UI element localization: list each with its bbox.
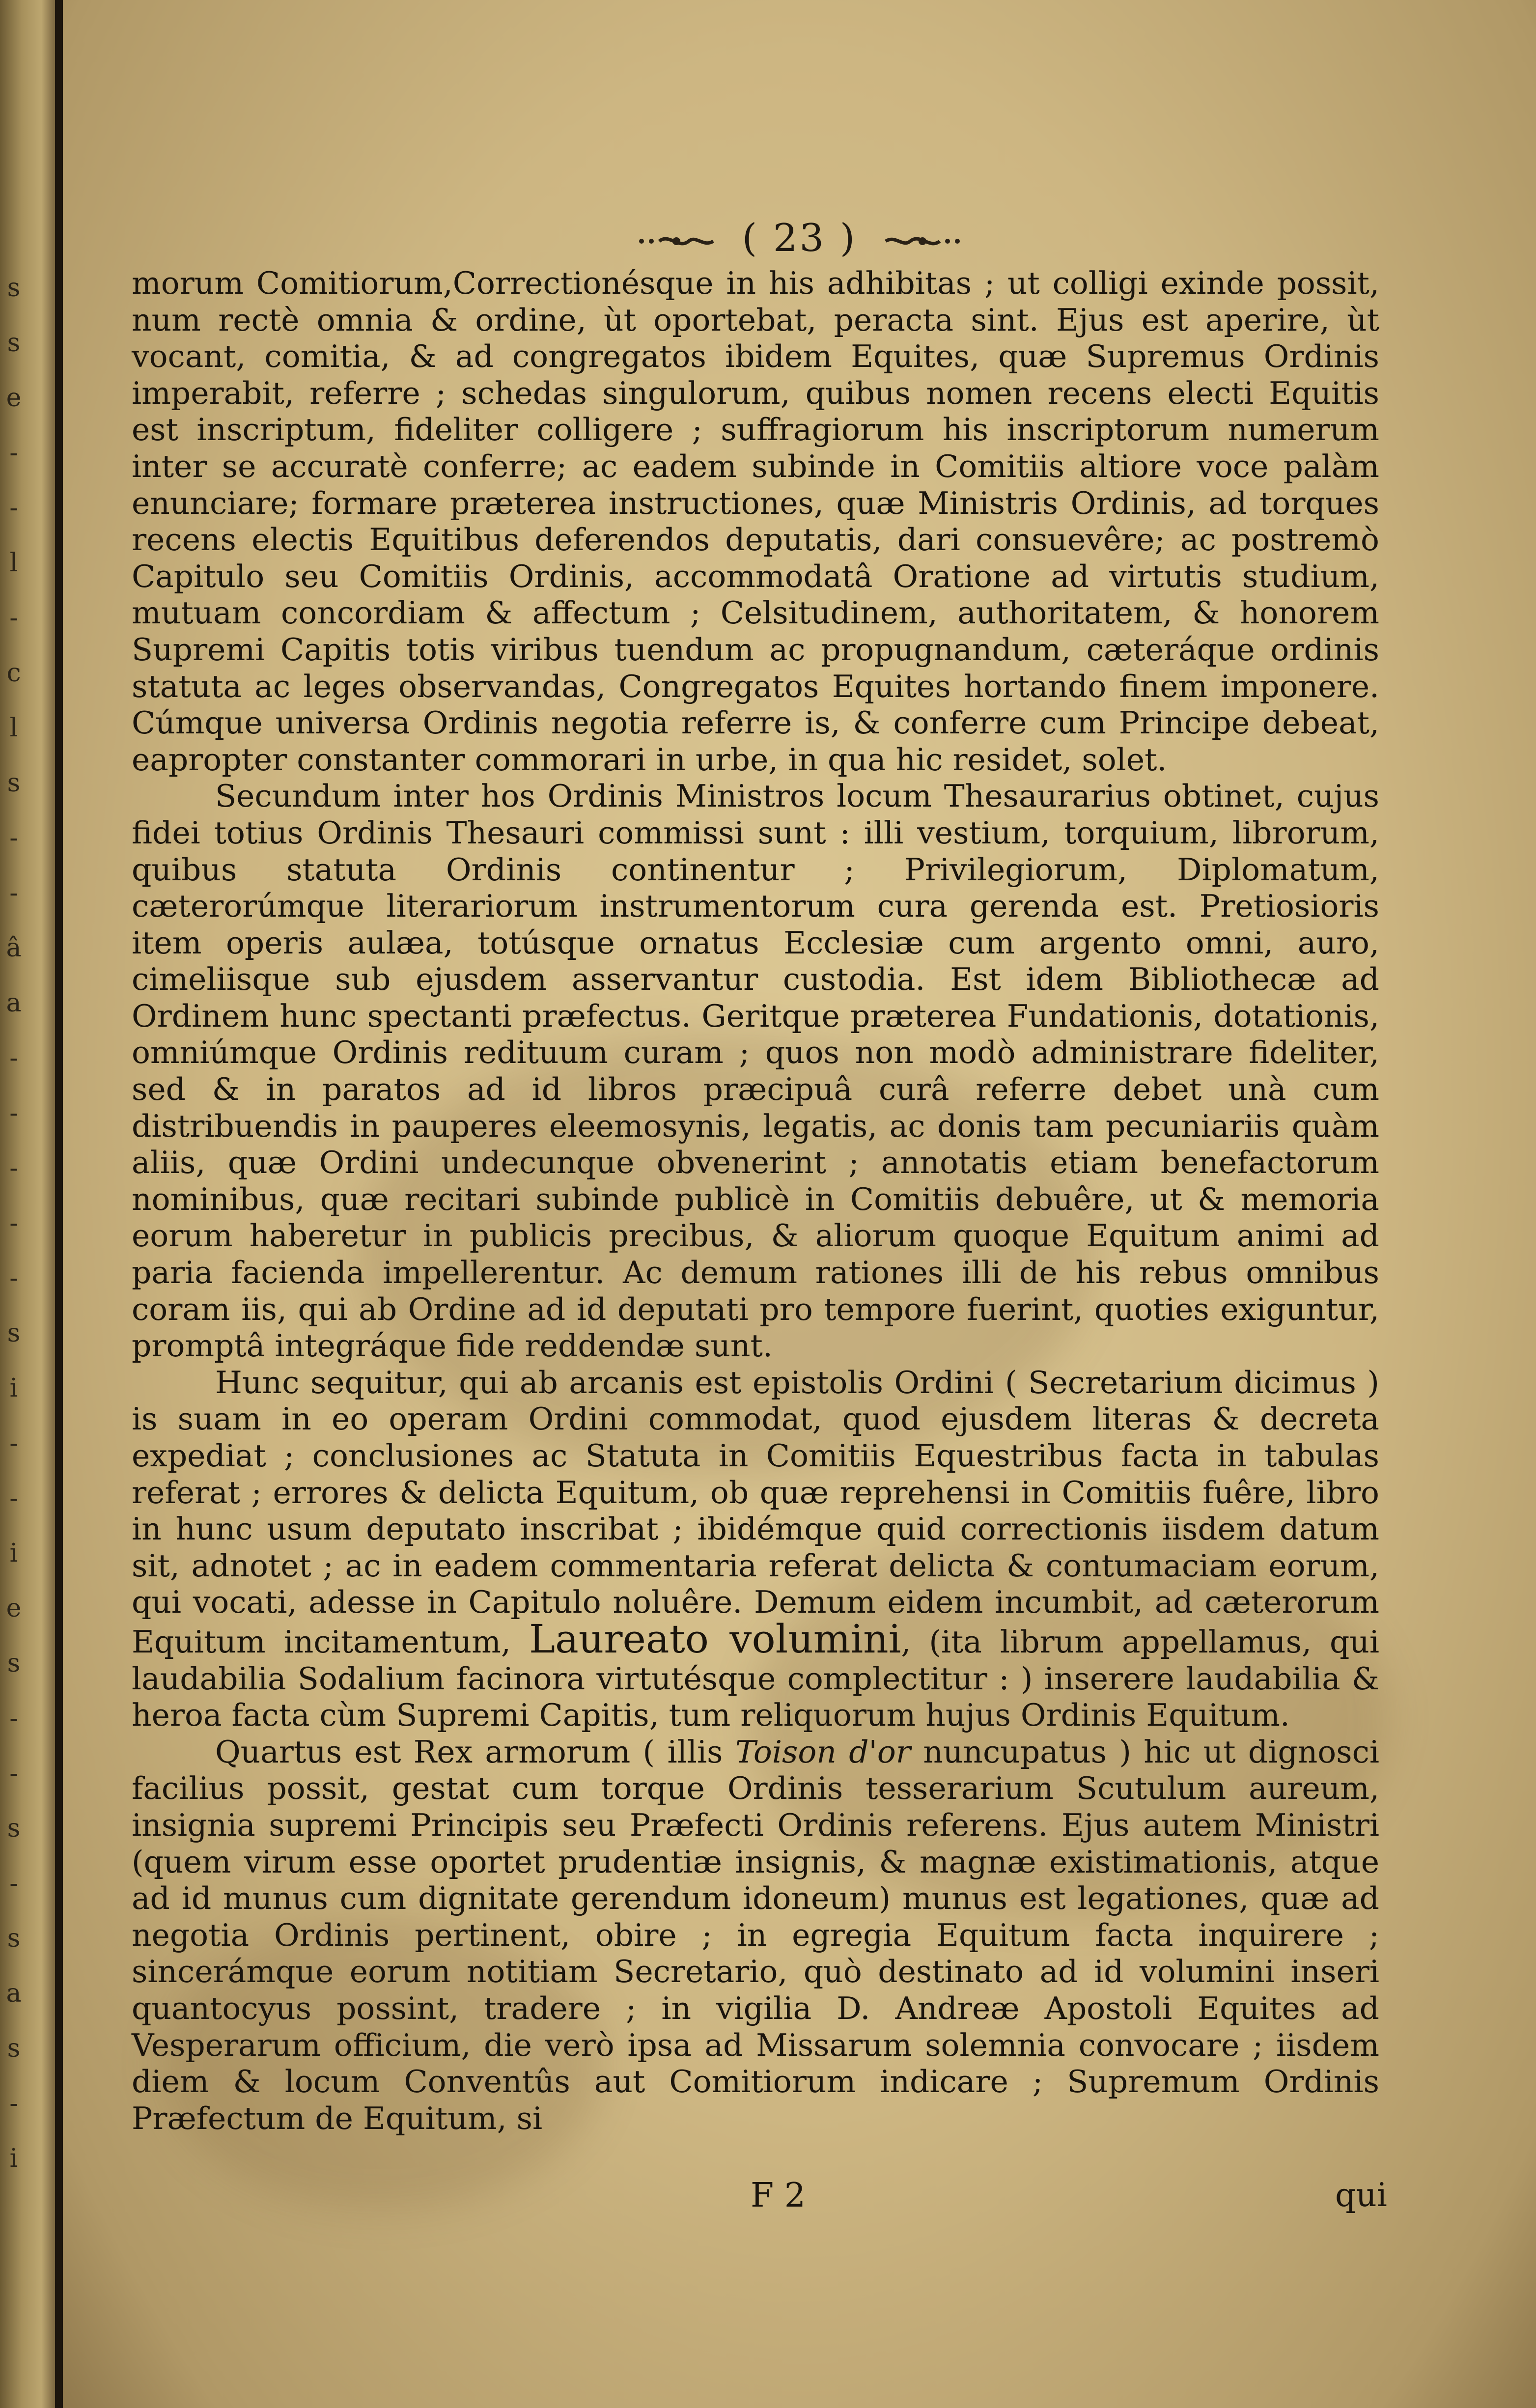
facing-page-letter: c	[6, 658, 21, 688]
facing-page-letter: -	[9, 1869, 18, 1898]
facing-page-letter: i	[9, 2144, 18, 2173]
facing-page-letter: -	[9, 1484, 18, 1513]
facing-page-letter: a	[6, 1979, 22, 2008]
facing-page-letter: s	[7, 273, 21, 303]
facing-page-letter: i	[9, 1373, 18, 1403]
facing-page-letter: -	[9, 493, 18, 523]
facing-page-letter: -	[9, 1759, 18, 1788]
facing-page-letter: -	[9, 1043, 18, 1073]
facing-page-letter: â	[6, 933, 22, 963]
facing-page-letter: i	[9, 1539, 18, 1568]
ornament-left-icon	[635, 232, 718, 251]
text-segment: Secundum inter hos Ordinis Ministros locum Thesaurarius obtinet, cujus fidei totius Ordinis Thesauri commissi sunt : illi vestium, torquium, librorum, quibus statuta Ordinis continentur ; Privilegiorum, Diplomatum, cæterorúmque literariorum instrumentorum cura gerenda est. Pretiosioris item operis aulæa, totúsque ornatus Ecclesiæ cum argento omni, auro, cimeliisque sub ejusdem asservantur custodia. Est idem Bibliothecæ ad Ordinem hunc spectanti præfectus. Geritque præterea Fundationis, dotationis, omniúmque Ordinis redituum curam ; quos non modò administrare fideliter, sed & in paratos ad id libros præcipuâ curâ referre debet unà cum distribuendis in pauperes eleemosynis, legatis, ac donis tam pecuniariis quàm aliis, quæ Ordini undecunque obvenerint ; annotatis etiam benefactorum nominibus, quæ recitari subinde publicè in Comitiis debuêre, ut & memoria eorum haberetur in publicis precibus, & aliorum quoque Equitum animi ad paria facienda impellerentur. Ac demum rationes illi de his rebus omnibus coram iis, qui ab Ordine ad id deputati pro tempore fuerint, quoties exiguntur, promptâ integráque fide reddendæ sunt.	[132, 778, 1379, 1364]
text-segment: , (ita librum appellamus, qui laudabilia Sodalium facinora virtutésque complectitur : ) inserere laudabilia & heroa facta cùm Supremi Capitis, tum reliquorum hujus Ordinis Equitum.	[132, 1624, 1380, 1734]
facing-page-letter: -	[9, 878, 18, 908]
facing-page-letter: -	[9, 1263, 18, 1293]
body-text	[132, 265, 1379, 2137]
facing-page-letter: s	[7, 1924, 21, 1953]
paragraph	[132, 1365, 1379, 1734]
facing-page-letter: s	[7, 1318, 21, 1348]
facing-page-letter: l	[9, 548, 18, 578]
paragraph	[132, 265, 1379, 778]
facing-page-letter: -	[9, 1153, 18, 1183]
facing-page-letter: l	[9, 713, 18, 743]
book-gutter	[55, 0, 63, 2408]
text-segment: morum Comitiorum,Correctionésque in his adhibitas ; ut colligi exinde possit, num rectè omnia & ordine, ùt oportebat, peracta sint. Ejus est aperire, ùt vocant, comitia, & ad congregatos ibidem Equites, quæ Supremus Ordinis imperabit, referre ; schedas singulorum, quibus nomen recens electi Equitis est inscriptum, fideliter colligere ; suffragiorum his inscriptorum numerum inter se accuratè conferre; ac eadem subinde in Comitiis altiore voce palàm enunciare; formare præterea instructiones, quæ Ministris Ordinis, ad torques recens electis Equitibus deferendos deputatis, dari consuevêre; ac postremò Capitulo seu Comitiis Ordinis, accommodatâ Oratione ad virtutis studium, mutuam concordiam & affectum ; Celsitudinem, authoritatem, & honorem Supremi Capitis totis viribus tuendum ac propugnandum, cæteráque ordinis statuta ac leges observandas, Congregatos Equites hortando finem imponere. Cúmque universa Ordinis negotia referre is, & conferre cum Principe debeat, eapropter constanter commorari in urbe, in qua hic residet, solet.	[132, 265, 1379, 778]
facing-page-letter: e	[6, 383, 22, 413]
catchword: qui	[1335, 2176, 1387, 2214]
text-segment: Quartus est Rex armorum ( illis	[215, 1734, 735, 1770]
signature-mark: F 2	[751, 2176, 806, 2215]
facing-page-letter: -	[9, 1704, 18, 1733]
facing-page-letter: -	[9, 1208, 18, 1238]
italic-term: Toison d'or	[735, 1734, 911, 1770]
emphasized-title: Laureato volumini	[529, 1616, 901, 1662]
text-segment: nuncupatus ) hic ut dignosci facilius possit, gestat cum torque Ordinis tesserarium Scutulum aureum, insignia supremi Principis seu Præfecti Ordinis referens. Ejus autem Ministri (quem virum esse oportet prudentiæ insignis, & magnæ existimationis, atque ad id munus cum dignitate gerendum idoneum) munus est legationes, quæ ad negotia Ordinis pertinent, obire ; in egregia Equitum facta inquirere ; sincerámque eorum notitiam Secretario, quò destinato ad id volumini inseri quantocyus possint, tradere ; in vigilia D. Andreæ Apostoli Equites ad Vesperarum officium, die verò ipsa ad Missarum solemnia convocare ; iisdem diem & locum Conventûs aut Comitiorum indicare ; Supremum Ordinis Præfectum de Equitum, si	[132, 1734, 1379, 2136]
facing-page-letter: -	[9, 1428, 18, 1458]
ornament-right-icon	[881, 232, 964, 251]
running-header	[63, 216, 1536, 260]
paragraph	[132, 778, 1379, 1365]
facing-page-letter: s	[7, 2034, 21, 2063]
facing-page-letter: -	[9, 823, 18, 853]
facing-page-letter: s	[7, 328, 21, 358]
text-segment: Hunc sequitur, qui ab arcanis est epistolis Ordini ( Secretarium dicimus ) is suam in eo operam Ordini commodat, quod ejusdem literas & decreta expediat ; conclusiones ac Statuta in Comitiis Equestribus facta in tabulas referat ; errores & delicta Equitum, ob quæ reprehensi in Comitiis fuêre, libro in hunc usum deputato inscribat ; ibidémque quid correctionis iisdem datum sit, adnotet ; ac in eadem commentaria referat delicta & contumaciam eorum, qui vocati, adesse in Capitulo noluêre. Demum eidem incumbit, ad cæterorum Equitum incitamentum,	[132, 1364, 1379, 1660]
paragraph	[132, 1734, 1379, 2137]
facing-page-letter: s	[7, 768, 21, 798]
facing-page-edge	[0, 0, 55, 2408]
facing-page-letter: -	[9, 1098, 18, 1128]
facing-page-letter: e	[6, 1594, 22, 1623]
facing-page-letter: -	[9, 438, 18, 468]
book-page	[63, 0, 1536, 2408]
facing-page-letter: -	[9, 2089, 18, 2118]
page-number: ( 23 )	[742, 216, 857, 260]
facing-page-letter: s	[7, 1649, 21, 1678]
facing-page-letter: s	[7, 1814, 21, 1843]
facing-page-letter: a	[6, 988, 22, 1018]
facing-page-letter: -	[9, 603, 18, 633]
